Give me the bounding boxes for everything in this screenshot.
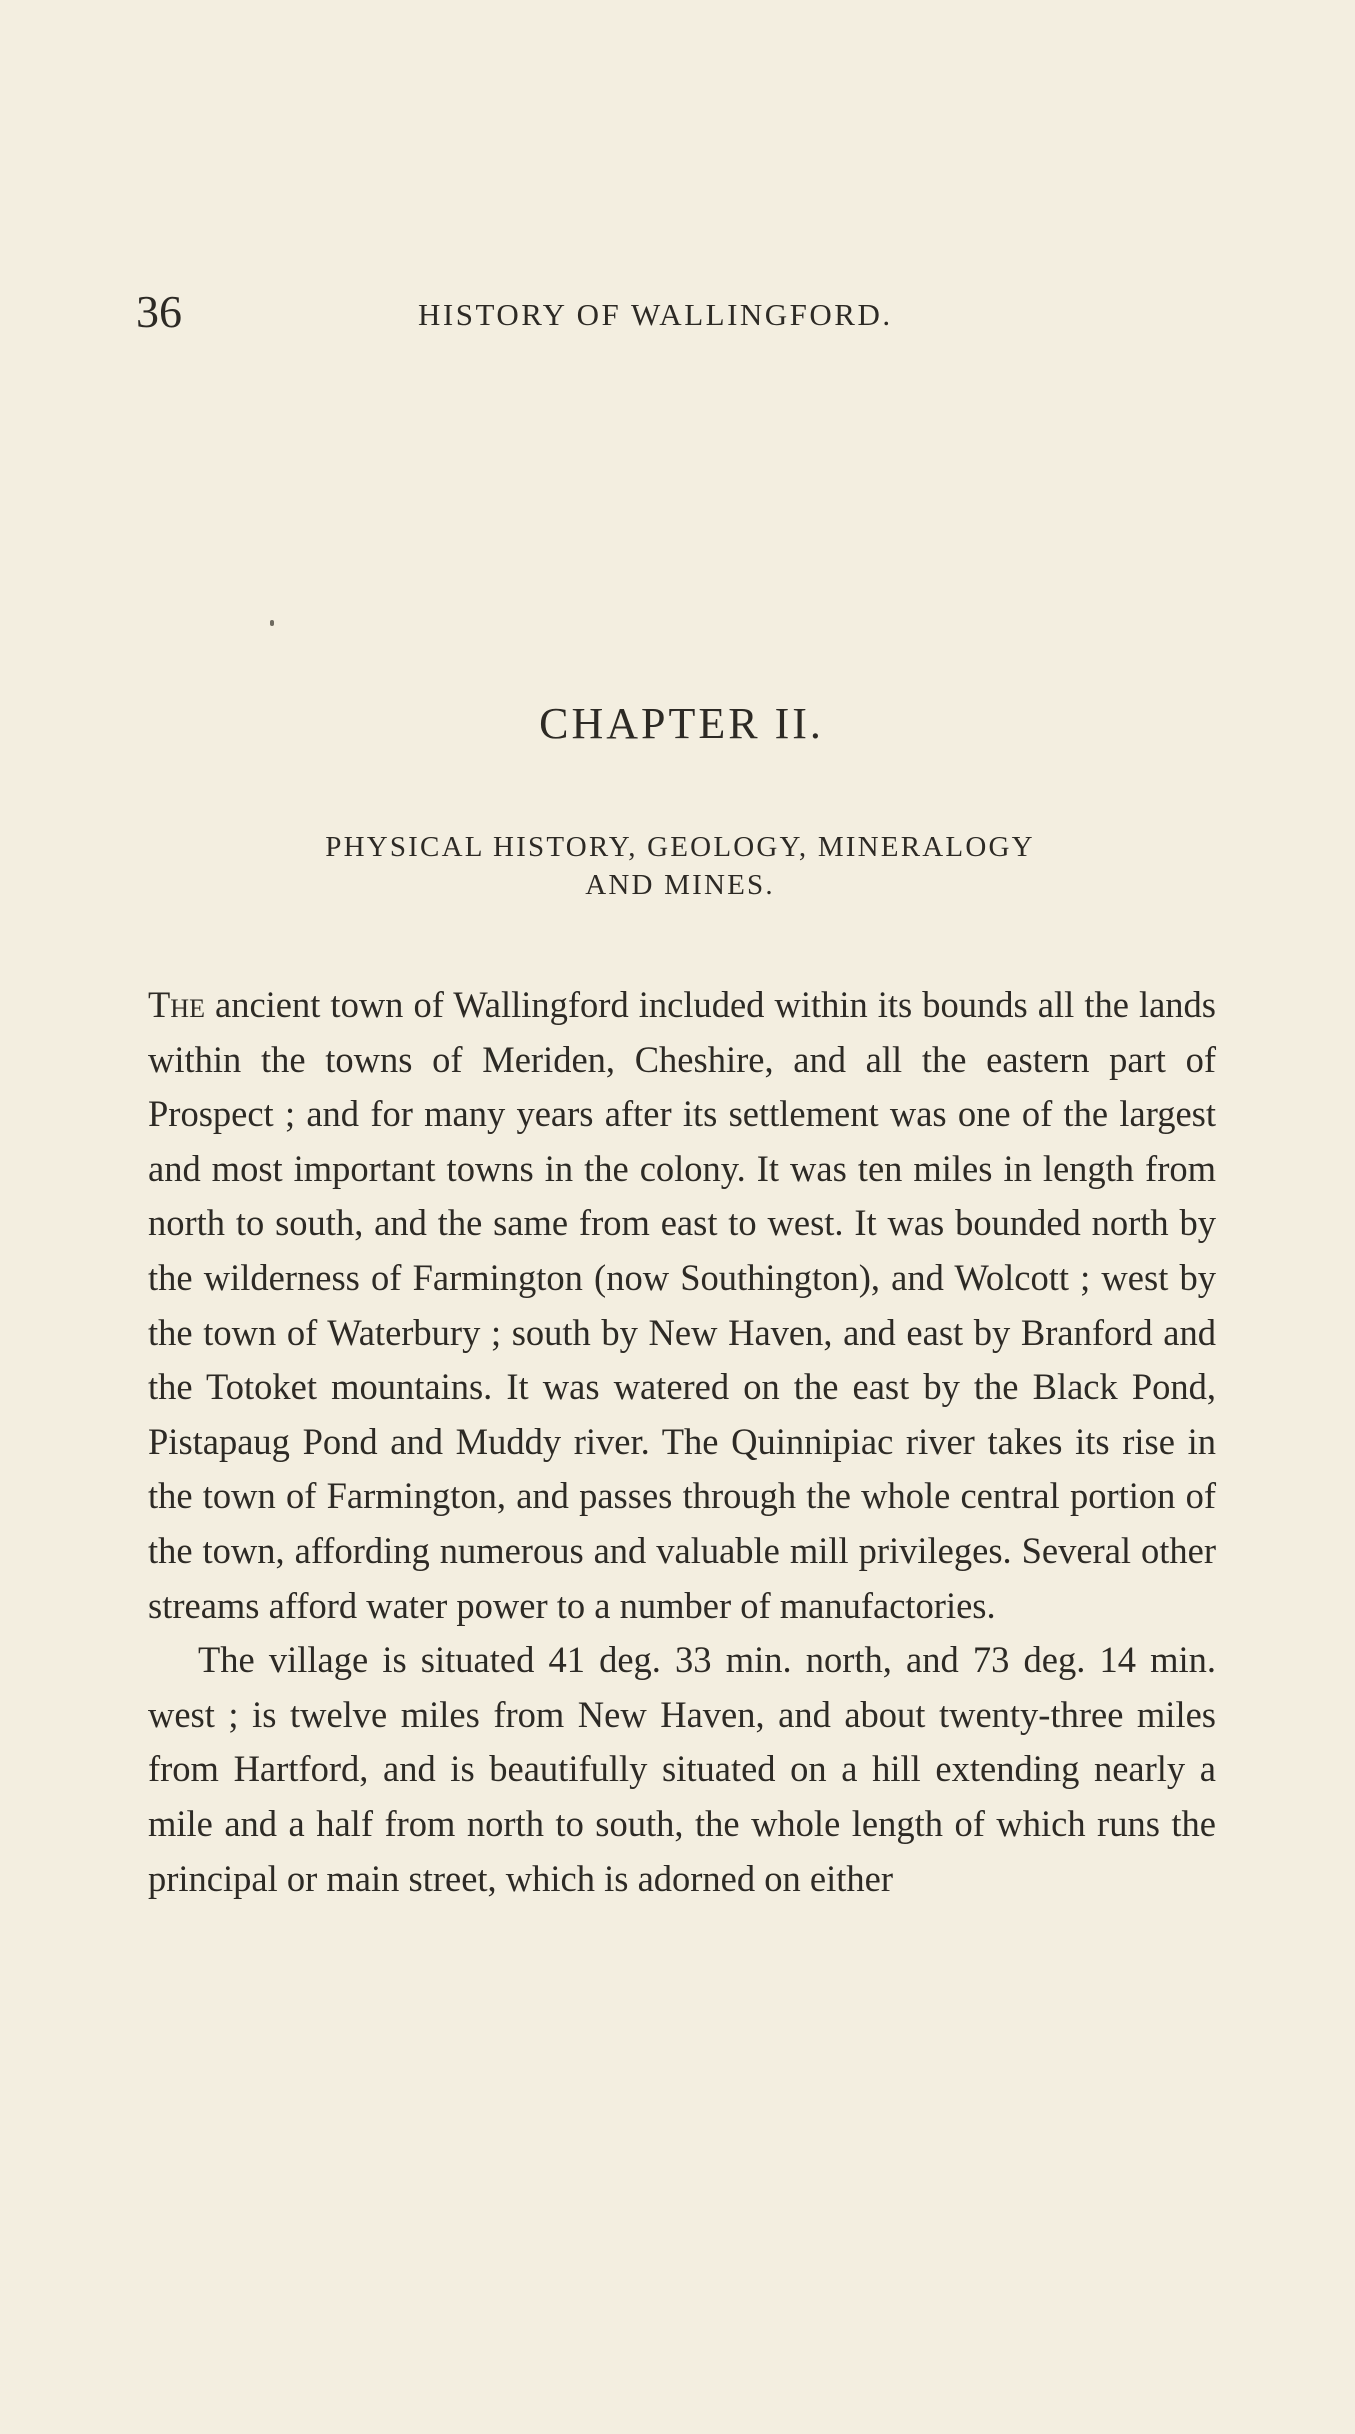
- paragraph-1-text: ancient town of Wallingford included within its bounds all the lands within the towns of Meriden, Cheshire, and all the eastern part of Prospect ; and for many years after its settlement was one of the largest and most important towns in the colony. It was ten miles in length from north to south, and the same from east to west. It was bounded north by the wilderness of Farmington (now Southington), and Wolcott ; west by the town of Waterbury ; south by New Haven, and east by Branford and the Totoket mountains. It was watered on the east by the Black Pond, Pistapaug Pond and Muddy river. The Quinnipiac river takes its rise in the town of Farmington, and passes through the whole central portion of the town, affording numerous and valuable mill privileges. Several other streams afford water power to a number of manufactories.: [148, 984, 1216, 1626]
- chapter-subtitle: [220, 828, 1140, 904]
- page-number: 36: [136, 286, 182, 337]
- body-text: [148, 978, 1216, 1906]
- chapter-subtitle-line-1: PHYSICAL HISTORY, GEOLOGY, MINERALOGY: [325, 831, 1035, 863]
- paragraph-1: [148, 978, 1216, 1633]
- running-head: [136, 282, 1216, 342]
- running-title: HISTORY OF WALLINGFORD.: [418, 297, 893, 332]
- paragraph-lead-word: The: [148, 984, 205, 1025]
- paragraph-2: The village is situated 41 deg. 33 min. north, and 73 deg. 14 min. west ; is twelve miles from New Haven, and about twenty-three miles from Hartford, and is beautifully situated on a hill extending nearly a mile and a half from north to south, the whole length of which runs the principal or main street, which is adorned on either: [148, 1639, 1216, 1899]
- chapter-subtitle-line-2: AND MINES.: [585, 869, 775, 901]
- paper-speck: [270, 620, 274, 626]
- chapter-title: CHAPTER II.: [539, 699, 824, 748]
